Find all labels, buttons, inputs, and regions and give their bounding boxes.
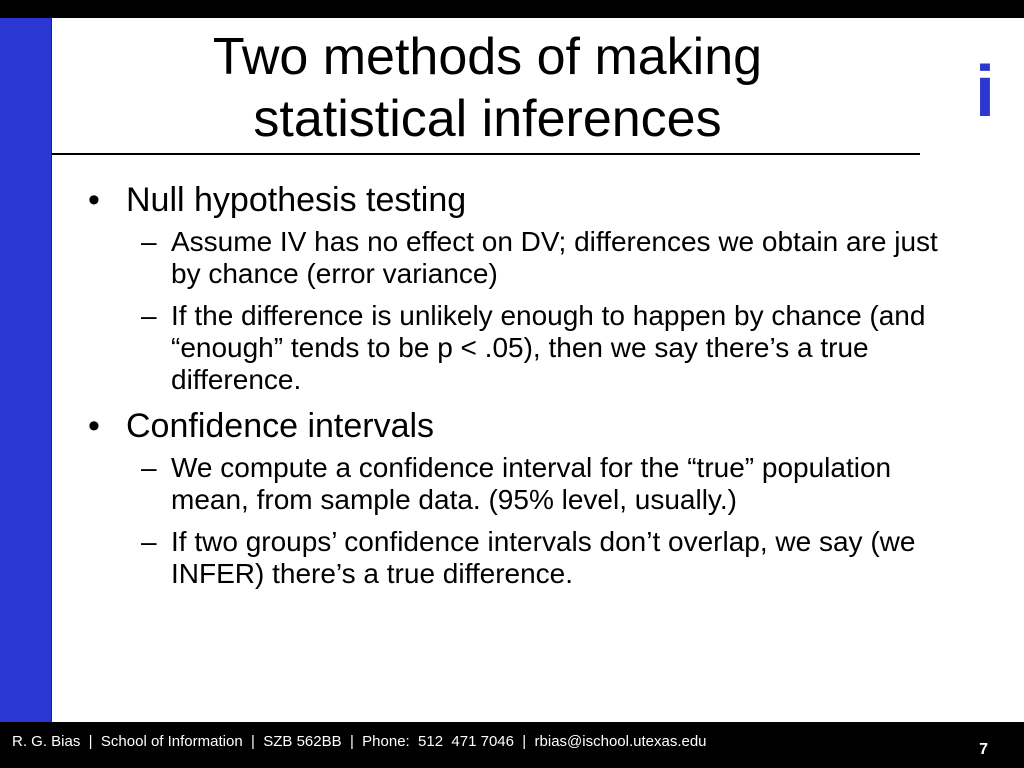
sub-bullet-item — [84, 226, 964, 290]
footer-bar — [0, 722, 1024, 768]
title-underline — [52, 153, 920, 155]
footer-contact-text: R. G. Bias | School of Information | SZB 562BB | Phone: 512 471 7046 | rbias@ischool.utexas.edu — [12, 733, 707, 750]
bullet-text: Null hypothesis testing — [126, 181, 467, 219]
sub-bullet-item — [84, 526, 964, 590]
bullet-item — [84, 180, 964, 220]
dash-glyph: – — [141, 526, 157, 557]
slide-body — [84, 180, 964, 600]
bullet-glyph: • — [88, 407, 100, 445]
sub-bullet-item — [84, 300, 964, 396]
bullet-item — [84, 406, 964, 446]
slide-title — [60, 26, 915, 150]
top-bar — [0, 0, 1024, 18]
sub-bullet-item — [84, 452, 964, 516]
bullet-text: Confidence intervals — [126, 407, 435, 445]
sub-bullet-text: We compute a confidence interval for the “true” population mean, from sample data. (95% level, usually.) — [171, 452, 892, 515]
sub-bullet-text: If the difference is unlikely enough to happen by chance (and “enough” tends to be p < .05), then we say there’s a true difference. — [171, 300, 926, 395]
dash-glyph: – — [141, 300, 157, 331]
dash-glyph: – — [141, 452, 157, 483]
sub-bullet-text: Assume IV has no effect on DV; differences we obtain are just by chance (error variance) — [171, 226, 938, 289]
dash-glyph: – — [141, 226, 157, 257]
bullet-glyph: • — [88, 181, 100, 219]
title-line-2: statistical inferences — [253, 90, 722, 148]
title-line-1: Two methods of making — [212, 28, 763, 86]
left-accent-bar — [0, 18, 52, 722]
page-number: 7 — [979, 741, 988, 758]
sub-bullet-text: If two groups’ confidence intervals don’t overlap, we say (we INFER) there’s a true difference. — [171, 526, 916, 589]
ischool-logo-icon: i — [974, 52, 995, 132]
